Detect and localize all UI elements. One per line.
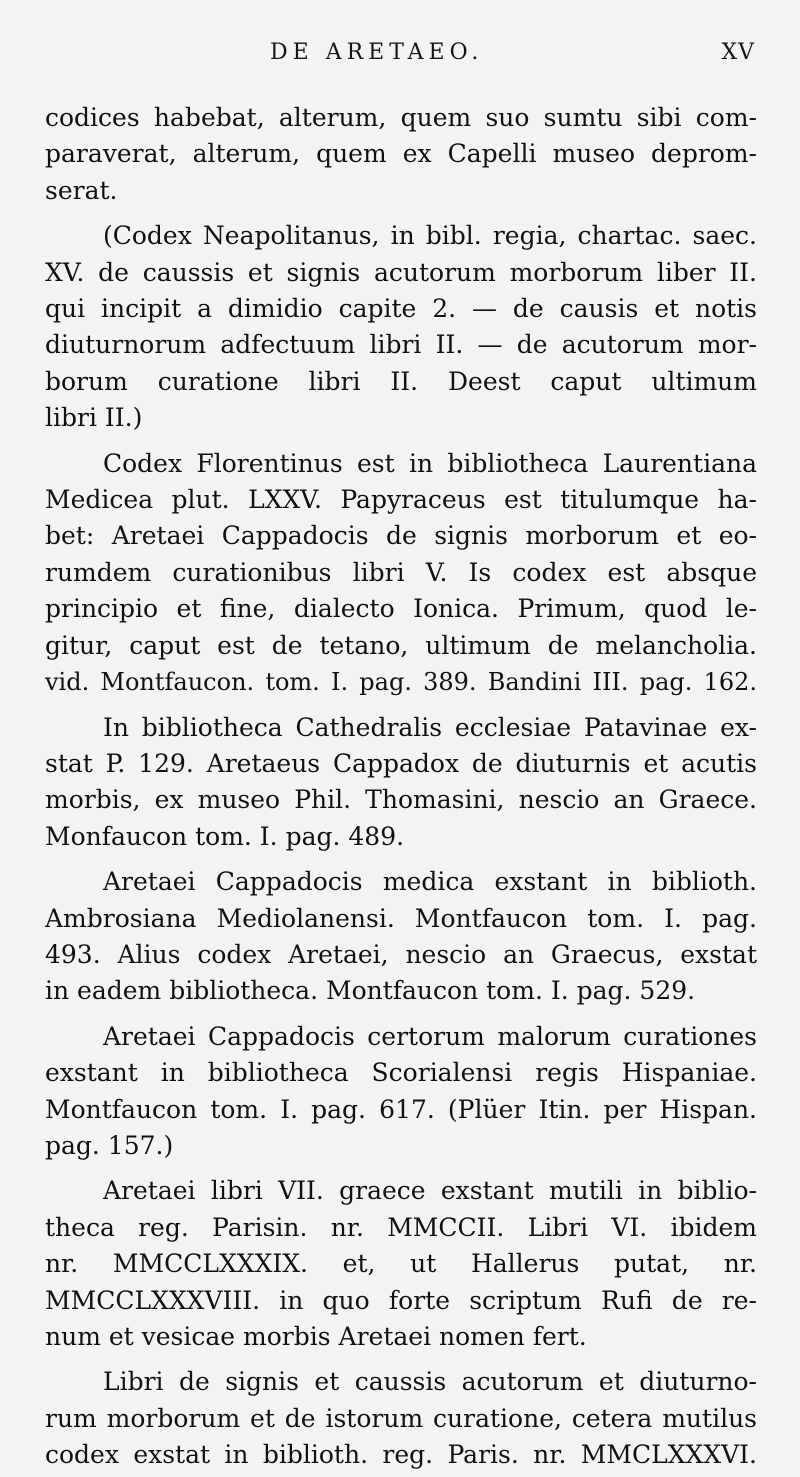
text-line: 493. Alius codex Aretaei, nescio an Graecus, exstat <box>45 939 757 969</box>
text-line: codices habebat, alterum, quem suo sumtu sibi com- <box>45 103 757 132</box>
text-line: Libri de signis et caussis acutorum et diuturno- <box>103 1367 757 1397</box>
body-text <box>45 100 757 1477</box>
running-title: DE ARETAEO. <box>270 40 484 65</box>
text-line: stat P. 129. Aretaeus Cappadox de diuturnis et acutis <box>45 748 757 778</box>
text-line: Ambrosiana Mediolanensi. Montfaucon tom. I. pag. <box>45 903 757 933</box>
text-line: nr. MMCCLXXXIX. et, ut Hallerus putat, nr. <box>45 1249 757 1279</box>
text-line: Monfaucon tom. I. pag. 489. <box>45 821 405 851</box>
running-head <box>0 40 800 80</box>
text-line: qui incipit a dimidio capite 2. — de causis et notis <box>45 294 757 324</box>
text-line: serat. <box>45 175 118 205</box>
text-line: Medicea plut. LXXV. Papyraceus est titulumque ha- <box>45 485 757 515</box>
text-line: (Codex Neapolitanus, in bibl. regia, chartac. saec. <box>103 221 757 251</box>
paragraph <box>45 218 757 436</box>
text-line: gitur, caput est de tetano, ultimum de melancholia. <box>45 630 757 660</box>
paragraph <box>45 446 757 701</box>
text-line: borum curatione libri II. Deest caput ultimum <box>45 366 757 396</box>
text-line: Aretaei Cappadocis medica exstant in biblioth. <box>103 867 757 897</box>
text-line: Montfaucon tom. I. pag. 617. (Plüer Itin. per Hispan. <box>45 1094 757 1124</box>
paragraph <box>45 710 757 856</box>
text-line: num et vesicae morbis Aretaei nomen fert. <box>45 1322 587 1351</box>
paragraph <box>45 1364 757 1473</box>
text-line: libri II.) <box>45 403 143 433</box>
text-line: Aretaei Cappadocis certorum malorum curationes <box>103 1021 757 1051</box>
text-line: theca reg. Parisin. nr. MMCCII. Libri VI. ibidem <box>45 1212 757 1242</box>
text-line: XV. de caussis et signis acutorum morborum liber II. <box>45 257 757 287</box>
text-line: diuturnorum adfectuum libri II. — de acutorum mor- <box>45 330 757 360</box>
paragraph <box>45 864 757 1010</box>
paragraph <box>45 1173 757 1355</box>
text-line: Codex Florentinus est in bibliotheca Laurentiana <box>103 448 757 478</box>
text-line: codex exstat in biblioth. reg. Paris. nr. MMCLXXXVI. <box>45 1440 757 1470</box>
page-number: XV <box>721 40 755 65</box>
text-line: bet: Aretaei Cappadocis de signis morborum et eo- <box>45 521 757 551</box>
text-line: in eadem bibliotheca. Montfaucon tom. I. pag. 529. <box>45 976 696 1006</box>
text-line: MMCCLXXXVIII. in quo forte scriptum Rufi de re- <box>45 1285 757 1315</box>
text-line: pag. 157.) <box>45 1130 174 1160</box>
text-line: paraverat, alterum, quem ex Capelli museo deprom- <box>45 139 757 169</box>
text-line: Aretaei libri VII. graece exstant mutili in biblio- <box>103 1176 757 1206</box>
text-line: rumdem curationibus libri V. Is codex est absque <box>45 557 757 587</box>
text-line: rum morborum et de istorum curatione, cetera mutilus <box>45 1403 757 1433</box>
text-line: exstant in bibliotheca Scorialensi regis Hispaniae. <box>45 1058 757 1088</box>
text-line: morbis, ex museo Phil. Thomasini, nescio an Graece. <box>45 785 757 815</box>
text-line: vid. Montfaucon. tom. I. pag. 389. Bandini III. pag. 162. <box>45 668 757 697</box>
text-line: principio et fine, dialecto Ionica. Primum, quod le- <box>45 594 757 624</box>
text-line: In bibliotheca Cathedralis ecclesiae Patavinae ex- <box>103 712 757 742</box>
paragraph <box>45 100 757 209</box>
paragraph <box>45 1019 757 1165</box>
